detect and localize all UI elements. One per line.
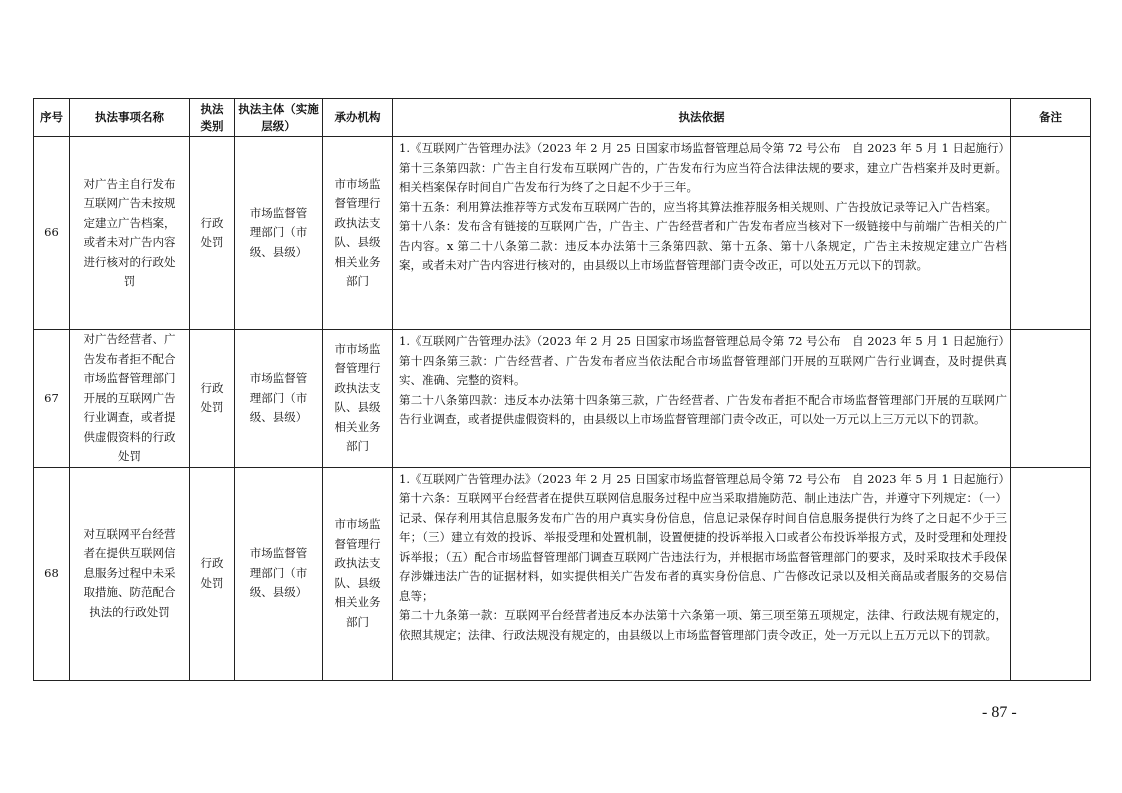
basis-paragraph: 第二十八条第四款：违反本办法第十四条第三款，广告经营者、广告发布者拒不配合市场监督管理部门开展的互联网广告行业调查，或者提供虚假资料的，由县级以上市场监督管理部门责令改正，可以处一万元以上三万元以下的罚款。 xyxy=(399,392,1007,426)
basis-paragraph: 第十三条第四款：广告主自行发布互联网广告的，广告发布行为应当符合法律法规的要求，建立广告档案并及时更新。相关档案保存时间自广告发布行为终了之日起不少于三年。 xyxy=(399,160,1007,194)
row-basis xyxy=(393,467,1011,680)
page-number: - 87 - xyxy=(982,704,1017,721)
row-note xyxy=(1011,467,1091,680)
header-no: 序号 xyxy=(34,99,70,137)
row-subject: 市场监督管理部门（市级、县级） xyxy=(235,467,323,680)
row-basis xyxy=(393,330,1011,468)
document-sheet xyxy=(33,98,1090,681)
row-subject: 市场监督管理部门（市级、县级） xyxy=(235,330,323,468)
basis-paragraph: 第十四条第三款：广告经营者、广告发布者应当依法配合市场监督管理部门开展的互联网广告行业调查，及时提供真实、准确、完整的资料。 xyxy=(399,353,1007,387)
row-org: 市市场监督管理行政执法支队、县级相关业务部门 xyxy=(323,467,393,680)
row-type: 行政处罚 xyxy=(190,467,235,680)
table-row xyxy=(34,137,1091,330)
row-no: 67 xyxy=(34,330,70,468)
row-item: 对广告主自行发布互联网广告未按规定建立广告档案，或者未对广告内容进行核对的行政处罚 xyxy=(70,137,190,330)
enforcement-table xyxy=(33,98,1091,681)
row-type: 行政处罚 xyxy=(190,330,235,468)
row-type: 行政处罚 xyxy=(190,137,235,330)
table-row xyxy=(34,330,1091,468)
header-subject: 执法主体（实施层级） xyxy=(235,99,323,137)
header-row xyxy=(34,99,1091,137)
header-item: 执法事项名称 xyxy=(70,99,190,137)
row-org: 市市场监督管理行政执法支队、县级相关业务部门 xyxy=(323,137,393,330)
basis-paragraph: 1.《互联网广告管理办法》（2023 年 2 月 25 日国家市场监督管理总局令第 72 号公布 自 2023 年 5 月 1 日起施行） xyxy=(399,334,1010,348)
table-row xyxy=(34,467,1091,680)
row-item: 对广告经营者、广告发布者拒不配合市场监督管理部门开展的互联网广告行业调查，或者提供虚假资料的行政处罚 xyxy=(70,330,190,468)
header-type: 执法类别 xyxy=(190,99,235,137)
basis-paragraph: 1.《互联网广告管理办法》（2023 年 2 月 25 日国家市场监督管理总局令第 72 号公布 自 2023 年 5 月 1 日起施行） xyxy=(399,141,1010,155)
row-no: 66 xyxy=(34,137,70,330)
basis-paragraph: 1.《互联网广告管理办法》（2023 年 2 月 25 日国家市场监督管理总局令第 72 号公布 自 2023 年 5 月 1 日起施行） xyxy=(399,471,1010,486)
row-note xyxy=(1011,330,1091,468)
row-basis xyxy=(393,137,1011,330)
row-subject: 市场监督管理部门（市级、县级） xyxy=(235,137,323,330)
header-org: 承办机构 xyxy=(323,99,393,137)
header-note: 备注 xyxy=(1011,99,1091,137)
basis-paragraph: 第十八条：发布含有链接的互联网广告，广告主、广告经营者和广告发布者应当核对下一级链接中与前端广告相关的广告内容。x 第二十八条第二款：违反本办法第十三条第四款、第十五条、第十八条规定，广告主未按规定建立广告档案，或者未对广告内容进行核对的，由县级以上市场监督管理部门责令改正，可以处五万元以下的罚款。 xyxy=(399,219,1007,272)
basis-paragraph: 第二十九条第一款：互联网平台经营者违反本办法第十六条第一项、第三项至第五项规定，法律、行政法规有规定的，依照其规定；法律、行政法规没有规定的，由县级以上市场监督管理部门责令改正，处一万元以上五万元以下的罚款。 xyxy=(399,608,1007,642)
basis-paragraph: 第十六条：互联网平台经营者在提供互联网信息服务过程中应当采取措施防范、制止违法广告，并遵守下列规定：（一）记录、保存利用其信息服务发布广告的用户真实身份信息，信息记录保存时间自信息服务提供行为终了之日起不少于三年；（三）建立有效的投诉、举报受理和处置机制，设置便捷的投诉举报入口或者公布投诉举报方式，及时受理和处理投诉举报；（五）配合市场监督管理部门调查互联网广告违法行为，并根据市场监督管理部门的要求，及时采取技术手段保存涉嫌违法广告的证据材料，如实提供相关广告发布者的真实身份信息、广告修改记录以及相关商品或者服务的交易信息等； xyxy=(399,491,1007,603)
basis-paragraph: 第十五条：利用算法推荐等方式发布互联网广告的，应当将其算法推荐服务相关规则、广告投放记录等记入广告档案。 xyxy=(399,199,997,214)
row-org: 市市场监督管理行政执法支队、县级相关业务部门 xyxy=(323,330,393,468)
header-basis: 执法依据 xyxy=(393,99,1011,137)
row-note xyxy=(1011,137,1091,330)
row-item: 对互联网平台经营者在提供互联网信息服务过程中未采取措施、防范配合执法的行政处罚 xyxy=(70,467,190,680)
row-no: 68 xyxy=(34,467,70,680)
